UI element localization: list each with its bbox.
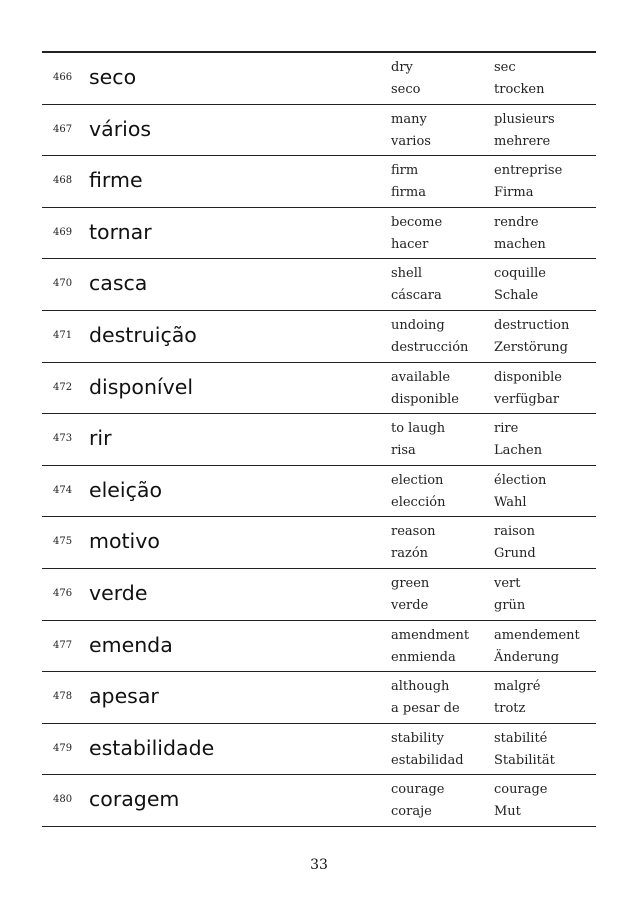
spanish-translation: risa (391, 443, 416, 459)
headword: eleição (89, 477, 162, 502)
spanish-translation: coraje (391, 804, 432, 820)
entry-number: 472 (53, 381, 73, 393)
headword: disponível (89, 374, 194, 399)
table-row (42, 466, 596, 518)
french-translation: destruction (494, 317, 570, 333)
english-translation: election (391, 472, 444, 488)
german-translation: verfügbar (494, 391, 560, 407)
vocabulary-table (42, 51, 596, 827)
table-row (42, 208, 596, 260)
entry-number: 471 (53, 329, 73, 341)
table-row (42, 775, 596, 827)
table-row (42, 724, 596, 776)
english-translation: shell (391, 266, 423, 282)
table-row (42, 672, 596, 724)
headword: seco (89, 65, 137, 89)
headword: rir (89, 426, 112, 451)
french-translation: malgré (494, 679, 541, 695)
headword: coragem (89, 787, 180, 812)
english-translation: to laugh (391, 421, 446, 437)
entry-number: 467 (53, 123, 73, 135)
french-translation: stabilité (494, 730, 548, 746)
table-row (42, 363, 596, 415)
spanish-translation: enmienda (391, 649, 456, 665)
french-translation: amendement (494, 627, 580, 643)
table-row (42, 53, 596, 105)
german-translation: machen (494, 236, 546, 252)
entry-number: 473 (53, 433, 73, 445)
entry-number: 475 (53, 536, 73, 548)
table-row (42, 621, 596, 673)
headword: firme (89, 168, 143, 193)
french-translation: courage (494, 782, 548, 798)
entry-number: 476 (53, 587, 73, 599)
french-translation: sec (494, 60, 516, 75)
spanish-translation: razón (391, 546, 429, 562)
entry-number: 468 (53, 175, 73, 187)
english-translation: amendment (391, 627, 470, 643)
table-row (42, 569, 596, 621)
german-translation: trotz (494, 701, 526, 717)
english-translation: firm (391, 163, 419, 179)
english-translation: courage (391, 782, 445, 798)
german-translation: Grund (494, 546, 536, 562)
spanish-translation: elección (391, 494, 446, 510)
entry-number: 469 (53, 226, 73, 238)
table-row (42, 105, 596, 157)
french-translation: rendre (494, 214, 539, 230)
entry-number: 479 (53, 742, 73, 754)
spanish-translation: disponible (391, 391, 460, 407)
spanish-translation: verde (391, 597, 429, 613)
spanish-translation: cáscara (391, 288, 442, 304)
german-translation: Wahl (494, 494, 527, 510)
entry-number: 478 (53, 691, 73, 703)
page-number: 33 (310, 857, 328, 873)
french-translation: rire (494, 421, 519, 437)
entry-number: 477 (53, 639, 73, 651)
french-translation: élection (494, 472, 547, 488)
german-translation: Firma (494, 185, 534, 201)
entry-number: 480 (53, 794, 73, 806)
english-translation: stability (391, 730, 445, 746)
english-translation: green (391, 575, 430, 591)
german-translation: Lachen (494, 443, 543, 459)
spanish-translation: varios (391, 133, 431, 149)
spanish-translation: hacer (391, 236, 429, 252)
spanish-translation: seco (391, 82, 421, 97)
spanish-translation: firma (391, 185, 426, 201)
french-translation: entreprise (494, 163, 563, 179)
table-row (42, 259, 596, 311)
french-translation: plusieurs (494, 111, 555, 127)
spanish-translation: a pesar de (391, 701, 460, 717)
headword: tornar (89, 219, 152, 244)
table-row (42, 156, 596, 208)
table-row (42, 311, 596, 363)
german-translation: Stabilität (494, 752, 555, 768)
english-translation: although (391, 679, 450, 695)
german-translation: Änderung (494, 649, 560, 665)
german-translation: Schale (494, 288, 539, 304)
german-translation: Mut (494, 804, 521, 820)
entry-number: 470 (53, 278, 73, 290)
headword: apesar (89, 684, 159, 709)
german-translation: trocken (494, 82, 545, 97)
headword: destruição (89, 322, 197, 347)
french-translation: coquille (494, 266, 546, 282)
headword: emenda (89, 632, 173, 657)
german-translation: Zerstörung (494, 339, 568, 355)
english-translation: become (391, 214, 443, 230)
spanish-translation: estabilidad (391, 752, 464, 768)
english-translation: many (391, 111, 427, 127)
english-translation: undoing (391, 317, 445, 333)
german-translation: mehrere (494, 133, 551, 149)
headword: estabilidade (89, 735, 215, 760)
entry-number: 466 (53, 72, 73, 83)
headword: vários (89, 116, 152, 141)
headword: casca (89, 271, 148, 296)
spanish-translation: destrucción (391, 339, 469, 355)
french-translation: raison (494, 524, 535, 540)
english-translation: reason (391, 524, 436, 540)
english-translation: dry (391, 60, 413, 75)
french-translation: disponible (494, 369, 563, 385)
headword: motivo (89, 529, 160, 554)
table-row (42, 414, 596, 466)
table-row (42, 517, 596, 569)
headword: verde (89, 580, 148, 605)
english-translation: available (391, 369, 451, 385)
entry-number: 474 (53, 484, 73, 496)
german-translation: grün (494, 597, 526, 613)
french-translation: vert (494, 575, 521, 591)
